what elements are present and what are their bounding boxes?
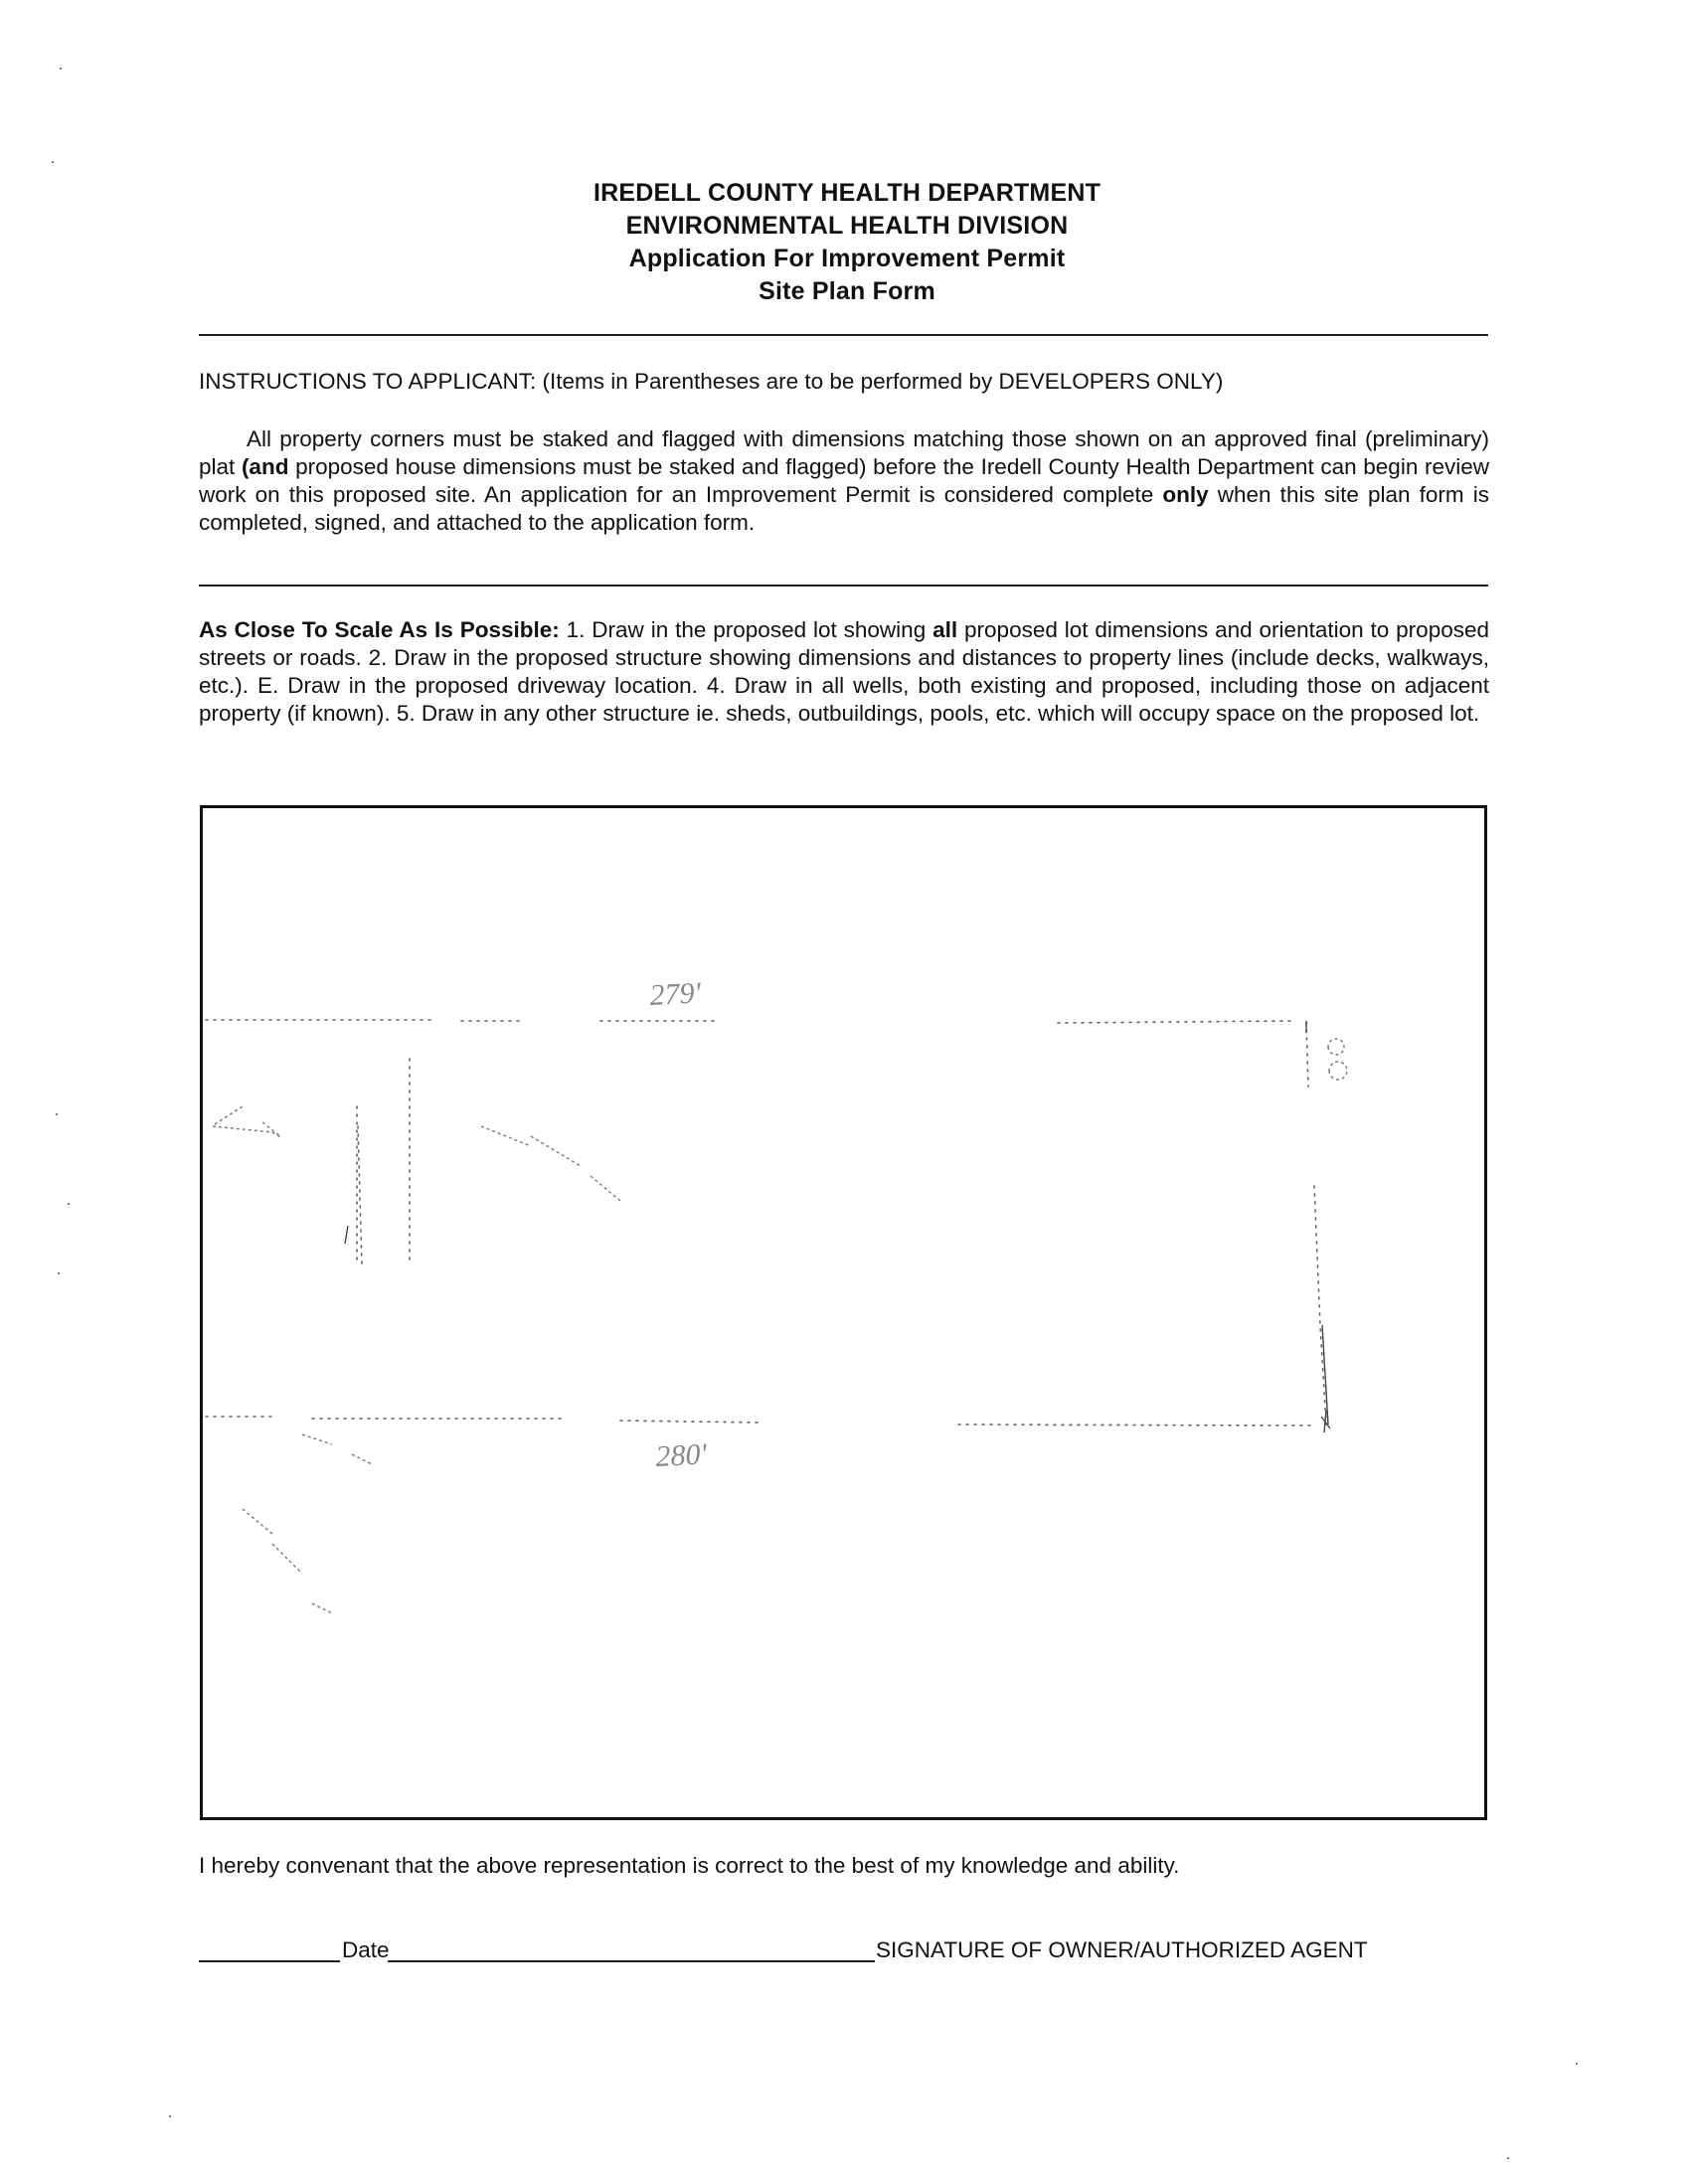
drawing-instructions-paragraph (199, 616, 1489, 728)
form-header (0, 177, 1694, 308)
scan-speck (169, 2115, 171, 2117)
house-outline (357, 1059, 410, 1265)
divider-middle (199, 585, 1488, 587)
form-title: Application For Improvement Permit (628, 245, 1066, 272)
date-label: Date (342, 1937, 390, 1962)
site-plan-drawing-area[interactable] (200, 805, 1487, 1820)
well-circle-1 (1328, 1039, 1344, 1055)
form-subtitle: Site Plan Form (759, 277, 935, 305)
signature-label: SIGNATURE OF OWNER/AUTHORIZED AGENT (876, 1937, 1368, 1962)
lot-corner-mark (1321, 1411, 1330, 1432)
lot-line-right (1306, 1022, 1326, 1425)
drawing-text-2: proposed lot dimensions and orientation to proposed streets or roads. 2. Draw in the proposed structure showing dimensions and distances to property lines (include decks, walkways, etc.). E. Draw in the proposed driveway location. 4. Draw in all wells, both existing and proposed, including those on adjacent property (if known). 5. Draw in any other structure ie. sheds, outbuildings, pools, etc. which will occupy space on the proposed lot. (199, 617, 1489, 726)
signature-blank[interactable] (388, 1960, 875, 1962)
instructions-text-3: when this site plan form is completed, signed, and attached to the application form. (199, 482, 1489, 535)
diagonal-scribble (481, 1126, 620, 1201)
divider-top (199, 334, 1488, 336)
instructions-bold-and: (and (241, 454, 289, 479)
scan-speck (56, 1113, 58, 1115)
department-title: IREDELL COUNTY HEALTH DEPARTMENT (593, 179, 1101, 207)
scan-speck (1507, 2157, 1509, 2159)
driveway-arrow (213, 1106, 282, 1138)
scan-speck (60, 68, 62, 70)
signature-row (199, 1934, 1491, 1966)
lot-line-top (206, 1020, 1291, 1023)
instructions-bold-only: only (1162, 482, 1209, 507)
division-title: ENVIRONMENTAL HEALTH DIVISION (625, 212, 1069, 240)
drawing-text-1: 1. Draw in the proposed lot showing (559, 617, 933, 642)
date-blank[interactable] (199, 1960, 340, 1962)
instructions-text-2: proposed house dimensions must be staked and flagged) before the Iredell County Health Department can begin review work on this proposed site. An application for an Improvement Permit is considered complete (199, 454, 1490, 507)
well-circle-2 (1329, 1062, 1347, 1080)
top-dimension-label: 279' (648, 976, 702, 1012)
corner-scribble (243, 1509, 332, 1613)
scan-speck (52, 161, 54, 163)
bottom-dimension-label: 280' (654, 1437, 708, 1473)
site-plan-sketch (203, 808, 1484, 1817)
certification-statement: I hereby convenant that the above representation is correct to the best of my knowledge and ability. (199, 1853, 1180, 1878)
scan-speck (58, 1272, 60, 1274)
setback-scribble-bottom (302, 1434, 372, 1464)
instructions-heading: INSTRUCTIONS TO APPLICANT: (Items in Parentheses are to be performed by DEVELOPERS ONLY) (199, 369, 1224, 394)
instructions-text-1: All property corners must be staked and flagged with dimensions matching those shown on an approved final (preliminary) plat (199, 426, 1489, 479)
lot-line-bottom (206, 1417, 1311, 1426)
scan-speck (68, 1203, 70, 1205)
instructions-paragraph (199, 425, 1489, 537)
scale-heading: As Close To Scale As Is Possible: (199, 617, 560, 642)
drawing-bold-all: all (932, 617, 958, 642)
house-edge-mark (345, 1226, 348, 1244)
scan-speck (1576, 2063, 1578, 2065)
